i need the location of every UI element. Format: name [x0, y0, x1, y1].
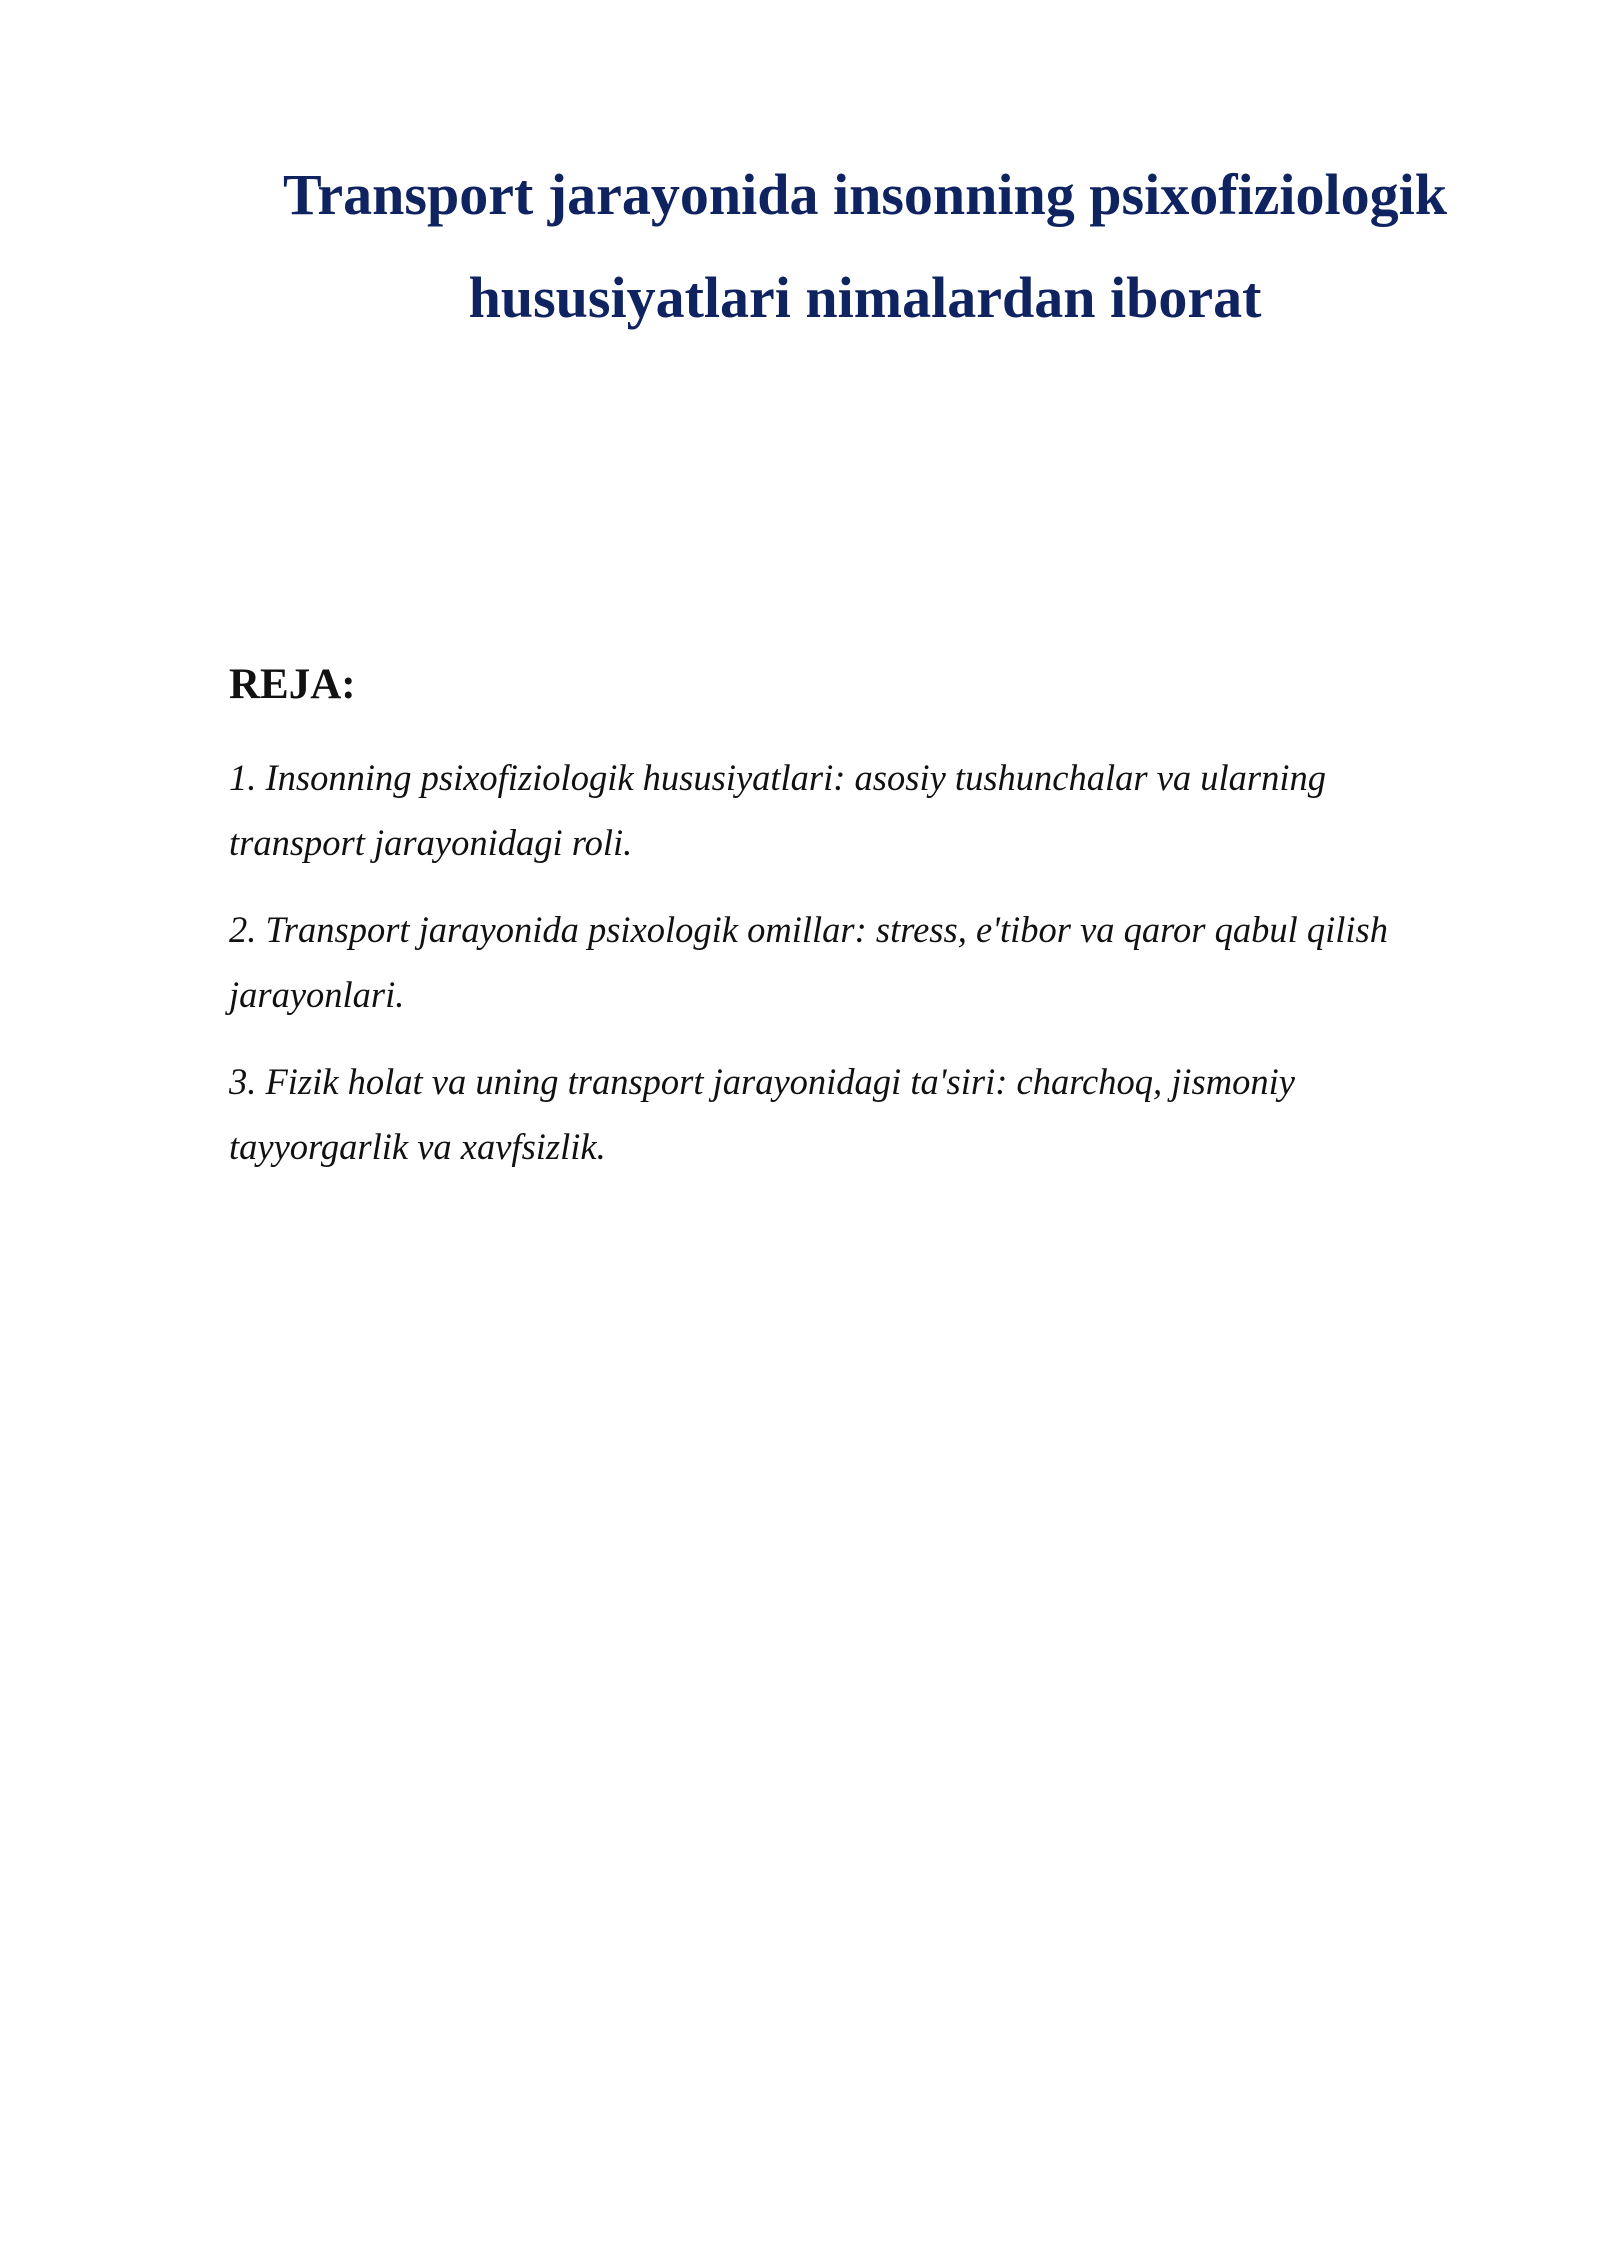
plan-list: [229, 745, 1459, 1201]
plan-heading: REJA:: [229, 661, 356, 708]
plan-item-2: 2. Transport jarayonida psixologik omillar: stress, e'tibor va qaror qabul qilish jarayonlari.: [229, 909, 1388, 1015]
document-title: Transport jarayonida insonning psixofiziologik hususiyatlari nimalardan iborat: [283, 162, 1447, 330]
plan-item-1: 1. Insonning psixofiziologik hususiyatlari: asosiy tushunchalar va ularning transport jarayonidagi roli.: [229, 757, 1327, 863]
plan-item-3: 3. Fizik holat va uning transport jarayonidagi ta'siri: charchoq, jismoniy tayyorgarlik va xavfsizlik.: [229, 1061, 1295, 1167]
